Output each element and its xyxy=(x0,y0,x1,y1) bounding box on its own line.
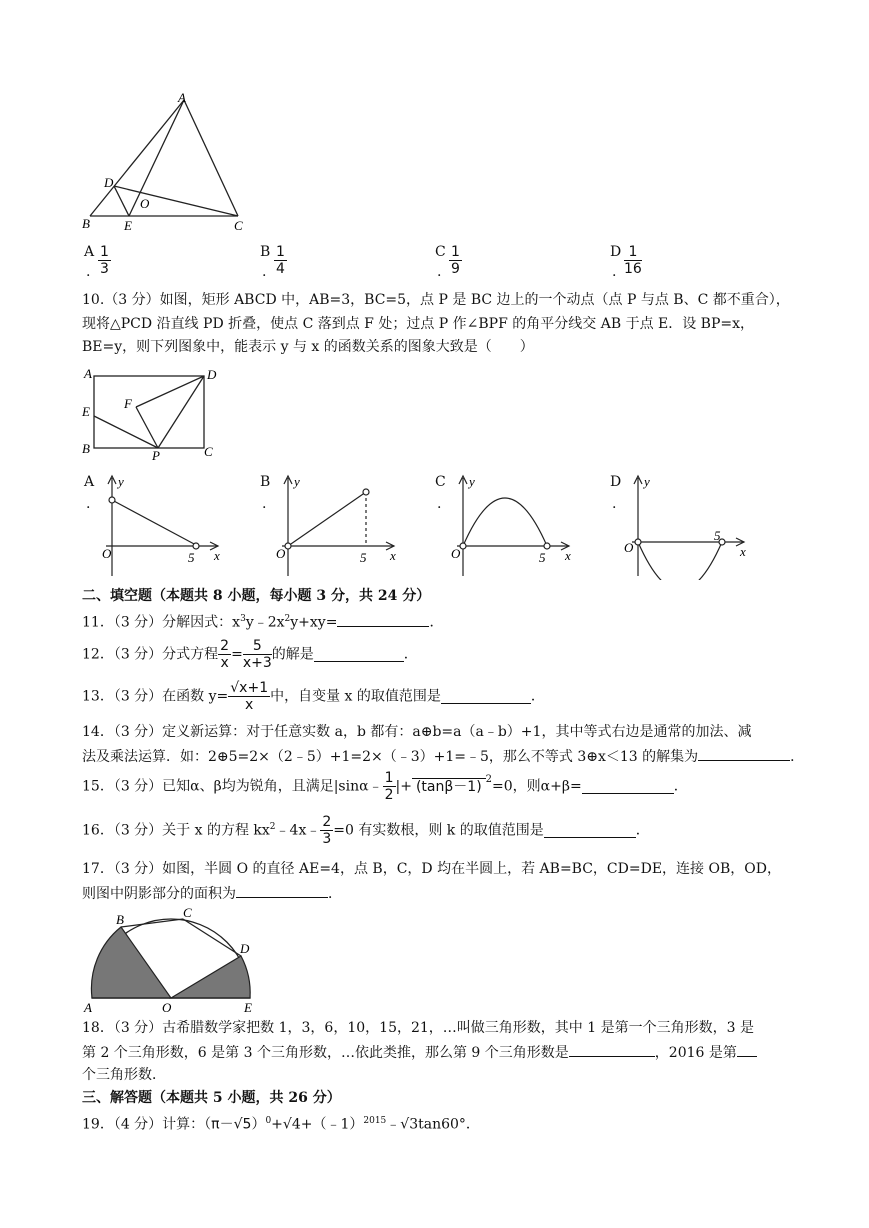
q10-line-1: 10.（3 分）如图，矩形 ABCD 中，AB=3，BC=5，点 P 是 BC 边上的一个动点（点 P 与点 B、C 都不重合）， xyxy=(82,292,790,308)
q9-option-fraction: $\frac{1}{4}$ xyxy=(276,244,285,277)
q17-label-d: D xyxy=(240,941,250,956)
q12: 12．（3 分）分式方程 $\frac{2}{x}$ = $\frac{5}{x+3}$ 的解是 ． xyxy=(82,638,418,671)
origin-label: O xyxy=(451,546,461,561)
q18-line-2: 第 2 个三角形数，6 是第 3 个三角形数，…依此类推，那么第 9 个三角形数是 ，2016 是第 xyxy=(82,1042,757,1063)
fraction: $\frac{2}{3}$ xyxy=(322,814,332,847)
q15-answer-blank[interactable] xyxy=(582,779,674,794)
q10-label-d: D xyxy=(207,367,217,382)
q9-option-b[interactable] xyxy=(260,244,320,288)
q9-option-dot: . xyxy=(437,264,442,280)
q13: 13．（3 分）在函数 y= $\frac{√x+1}{x}$ 中，自变量 x 的取值范围是 ． xyxy=(82,680,545,713)
q11-answer-blank[interactable] xyxy=(337,612,429,627)
axis-x-label: x xyxy=(565,548,571,563)
q9-option-d[interactable] xyxy=(610,244,670,288)
graph-option-label: B xyxy=(260,474,271,490)
axis-y-label: y xyxy=(294,474,300,489)
fraction: $\frac{2}{x}$ xyxy=(220,638,230,671)
q10-graph-option-c[interactable] xyxy=(435,472,585,582)
q9-label-c: C xyxy=(234,218,243,233)
graph-d-plot xyxy=(618,472,760,580)
q10-label-p: P xyxy=(152,448,160,462)
q9-label-d: D xyxy=(104,175,114,190)
radical: (tanβ－1) xyxy=(412,778,486,795)
fraction: $\frac{√x+1}{x}$ xyxy=(230,680,269,713)
q14-line-1: 14．（3 分）定义新运算：对于任意实数 a，b 都有：a⊕b=a（a﹣b）+1，其中等式右边是通常的加法、减 xyxy=(82,724,752,740)
section-2-heading: 二、填空题（本题共 8 小题，每小题 3 分，共 24 分） xyxy=(82,588,431,604)
q14-answer-blank[interactable] xyxy=(698,746,790,761)
graph-b-plot xyxy=(268,472,410,580)
tick-five-label: 5 xyxy=(188,550,195,565)
axis-y-label: y xyxy=(469,474,475,489)
tick-five-label: 5 xyxy=(714,528,721,543)
q10-label-f: F xyxy=(124,396,132,411)
q9-option-fraction: $\frac{1}{3}$ xyxy=(100,244,109,277)
q13-answer-blank[interactable] xyxy=(441,689,531,704)
q12-answer-blank[interactable] xyxy=(314,647,404,662)
q17-semicircle-figure xyxy=(80,906,262,1018)
q17-label-e: E xyxy=(244,1000,252,1015)
q14-line-2: 法及乘法运算．如：2⊕5=2×（2﹣5）+1=2×（﹣3）+1=﹣5，那么不等式 3⊕x＜13 的解集为 ． xyxy=(82,746,804,767)
q9-label-o: O xyxy=(140,196,150,211)
axis-x-label: x xyxy=(390,548,396,563)
q10-line-3: BE=y，则下列图象中，能表示 y 与 x 的函数关系的图象大致是（ ） xyxy=(82,339,534,355)
tick-five-label: 5 xyxy=(539,550,546,565)
q19: 19．（4 分）计算：$(\pi-√5)^0+√4+(﹣1)^{2015}﹣√3\tan 60^\circ$． xyxy=(82,1116,480,1133)
q9-option-label: B xyxy=(260,244,271,260)
q18-line-3: 个三角形数． xyxy=(82,1067,166,1083)
q9-option-dot: . xyxy=(262,264,267,280)
q18-line-1: 18．（3 分）古希腊数学家把数 1，3，6，10，15，21，…叫做三角形数，其中 1 是第一个三角形数，3 是 xyxy=(82,1020,754,1036)
q10-label-c: C xyxy=(204,444,213,459)
q10-label-a: A xyxy=(84,366,92,381)
q9-option-a[interactable] xyxy=(84,244,144,288)
q9-option-dot: . xyxy=(86,264,91,280)
q17-label-b: B xyxy=(116,912,124,927)
q9-label-e: E xyxy=(124,218,132,233)
q9-option-label: C xyxy=(435,244,446,260)
q9-option-fraction: $\frac{1}{16}$ xyxy=(624,244,642,277)
q16-answer-blank[interactable] xyxy=(544,823,636,838)
q9-option-c[interactable] xyxy=(435,244,495,288)
origin-label: O xyxy=(624,540,634,555)
q9-label-a: A xyxy=(178,90,186,105)
q10-label-b: B xyxy=(82,441,90,456)
graph-option-dot: . xyxy=(86,496,91,512)
q9-option-label: A xyxy=(84,244,95,260)
axis-y-label: y xyxy=(118,474,124,489)
q10-graph-option-b[interactable] xyxy=(260,472,410,582)
q17-label-a: A xyxy=(84,1000,92,1015)
q17-answer-blank[interactable] xyxy=(236,883,328,898)
axis-x-label: x xyxy=(740,544,746,559)
graph-option-label: A xyxy=(84,474,95,490)
origin-label: O xyxy=(102,546,112,561)
q10-rectangle-figure xyxy=(80,364,220,462)
origin-label: O xyxy=(276,546,286,561)
graph-c-plot xyxy=(443,472,585,580)
q15: 15．（3 分）已知α、β均为锐角，且满足|sinα﹣ $\frac{1}{2}$ |+ (tanβ－1) $^2$=0，则α+β= ． xyxy=(82,770,688,803)
axis-y-label: y xyxy=(644,474,650,489)
q18-answer-blank-1[interactable] xyxy=(569,1042,655,1057)
q10-graph-option-d[interactable] xyxy=(610,472,760,582)
q10-graph-option-a[interactable] xyxy=(84,472,234,582)
q10-line-2: 现将△PCD 沿直线 PD 折叠，使点 C 落到点 F 处；过点 P 作∠BPF 的角平分线交 AB 于点 E．设 BP=x， xyxy=(82,316,755,332)
q17-label-c: C xyxy=(183,906,192,920)
section-3-heading: 三、解答题（本题共 5 小题，共 26 分） xyxy=(82,1090,341,1106)
graph-a-plot xyxy=(92,472,234,580)
q9-label-b: B xyxy=(82,216,90,231)
q9-option-dot: . xyxy=(612,264,617,280)
q9-triangle-figure xyxy=(80,90,260,236)
axis-x-label: x xyxy=(214,548,220,563)
graph-option-dot: . xyxy=(262,496,267,512)
graph-option-label: C xyxy=(435,474,446,490)
fraction: $\frac{5}{x+3}$ xyxy=(242,638,272,671)
q16: 16．（3 分）关于 x 的方程 $kx^2﹣4x﹣$ $\frac{2}{3}$ =0 有实数根，则 k 的取值范围是 ． xyxy=(82,814,650,847)
q17-label-o: O xyxy=(162,1000,172,1015)
graph-option-dot: . xyxy=(437,496,442,512)
fraction: $\frac{1}{2}$ xyxy=(384,770,394,803)
q10-label-e: E xyxy=(82,404,90,419)
q17-line-2: 则图中阴影部分的面积为 ． xyxy=(82,883,342,904)
q17-line-1: 17．（3 分）如图，半圆 O 的直径 AE=4，点 B，C，D 均在半圆上，若 AB=BC，CD=DE，连接 OB，OD， xyxy=(82,861,781,877)
q9-option-fraction: $\frac{1}{9}$ xyxy=(451,244,460,277)
q11: 11．（3 分）分解因式：$x^3y﹣2x^2y+xy=$ ． xyxy=(82,609,443,633)
q18-answer-blank-2[interactable] xyxy=(737,1042,757,1057)
graph-option-dot: . xyxy=(612,496,617,512)
graph-option-label: D xyxy=(610,474,622,490)
q9-option-label: D xyxy=(610,244,622,260)
tick-five-label: 5 xyxy=(360,550,367,565)
